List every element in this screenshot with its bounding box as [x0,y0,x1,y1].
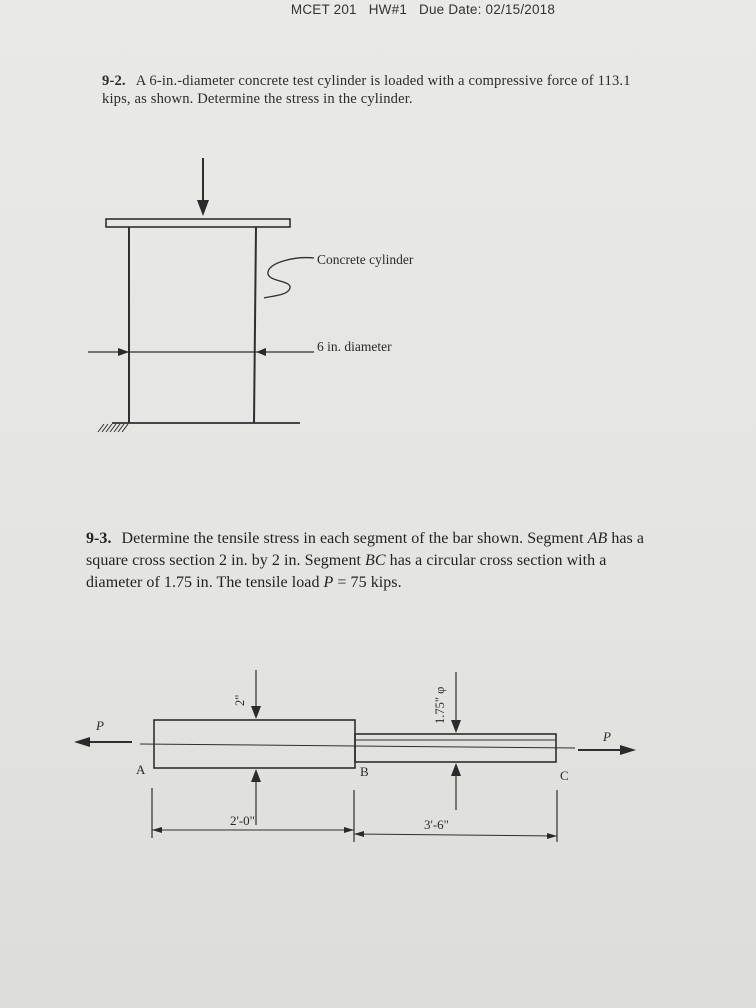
problem-text-lead: Determine the tensile stress in each segment of the bar shown. Segment [121,530,588,547]
load-variable: P [323,574,334,591]
load-label-right: P [603,729,611,744]
point-a-label: A [136,762,146,777]
material-leader [264,258,314,298]
point-b-label: B [360,764,369,779]
section-arrows-ab [251,670,261,825]
point-c-label: C [560,768,569,783]
course-code: MCET 201 [290,2,357,17]
segment-ab-ref: AB [587,530,608,547]
left-load-arrow [74,737,132,747]
length-bc-label: 3'-6" [424,817,449,832]
section-bc-label: 1.75" φ [433,686,447,724]
bar-figure [74,670,636,842]
due-date: Due Date: 02/15/2018 [419,2,556,17]
ground-hatch [98,424,128,432]
segment-bc-ref: BC [365,552,386,569]
homework-label: HW#1 [368,2,408,17]
cylinder-right-edge [254,227,256,423]
problem-text-mid2: has a circular cross section with a diameter of 1.75 in. The tensile load [86,552,607,591]
concrete-cylinder-label: Concrete cylinder [317,252,414,267]
diameter-label: 6 in. diameter [317,339,392,354]
load-label-left: P [96,718,104,733]
problem-number: 9-3. [86,530,112,547]
section-arrows-bc [451,672,461,810]
cylinder-figure [88,158,314,432]
length-ab-label: 2'-0" [230,813,255,828]
section-ab-label: 2" [233,694,247,706]
diameter-dimension [88,348,314,356]
problem-text-tail: = 75 kips. [333,574,402,591]
problem-number: 9-2. [102,73,126,89]
problem-text-mid: has a square cross section 2 in. by 2 in. Segment [86,530,645,569]
bar-centerline [140,744,575,748]
length-dimension-bc [354,831,557,839]
compressive-load-arrow [197,158,209,216]
problem-text: A 6-in.-diameter concrete test cylinder is loaded with a compressive force of 113.1 kips, as shown. Determine the stress in the cylinder. [102,73,631,107]
loading-plate [106,219,290,227]
right-load-arrow [578,745,636,755]
